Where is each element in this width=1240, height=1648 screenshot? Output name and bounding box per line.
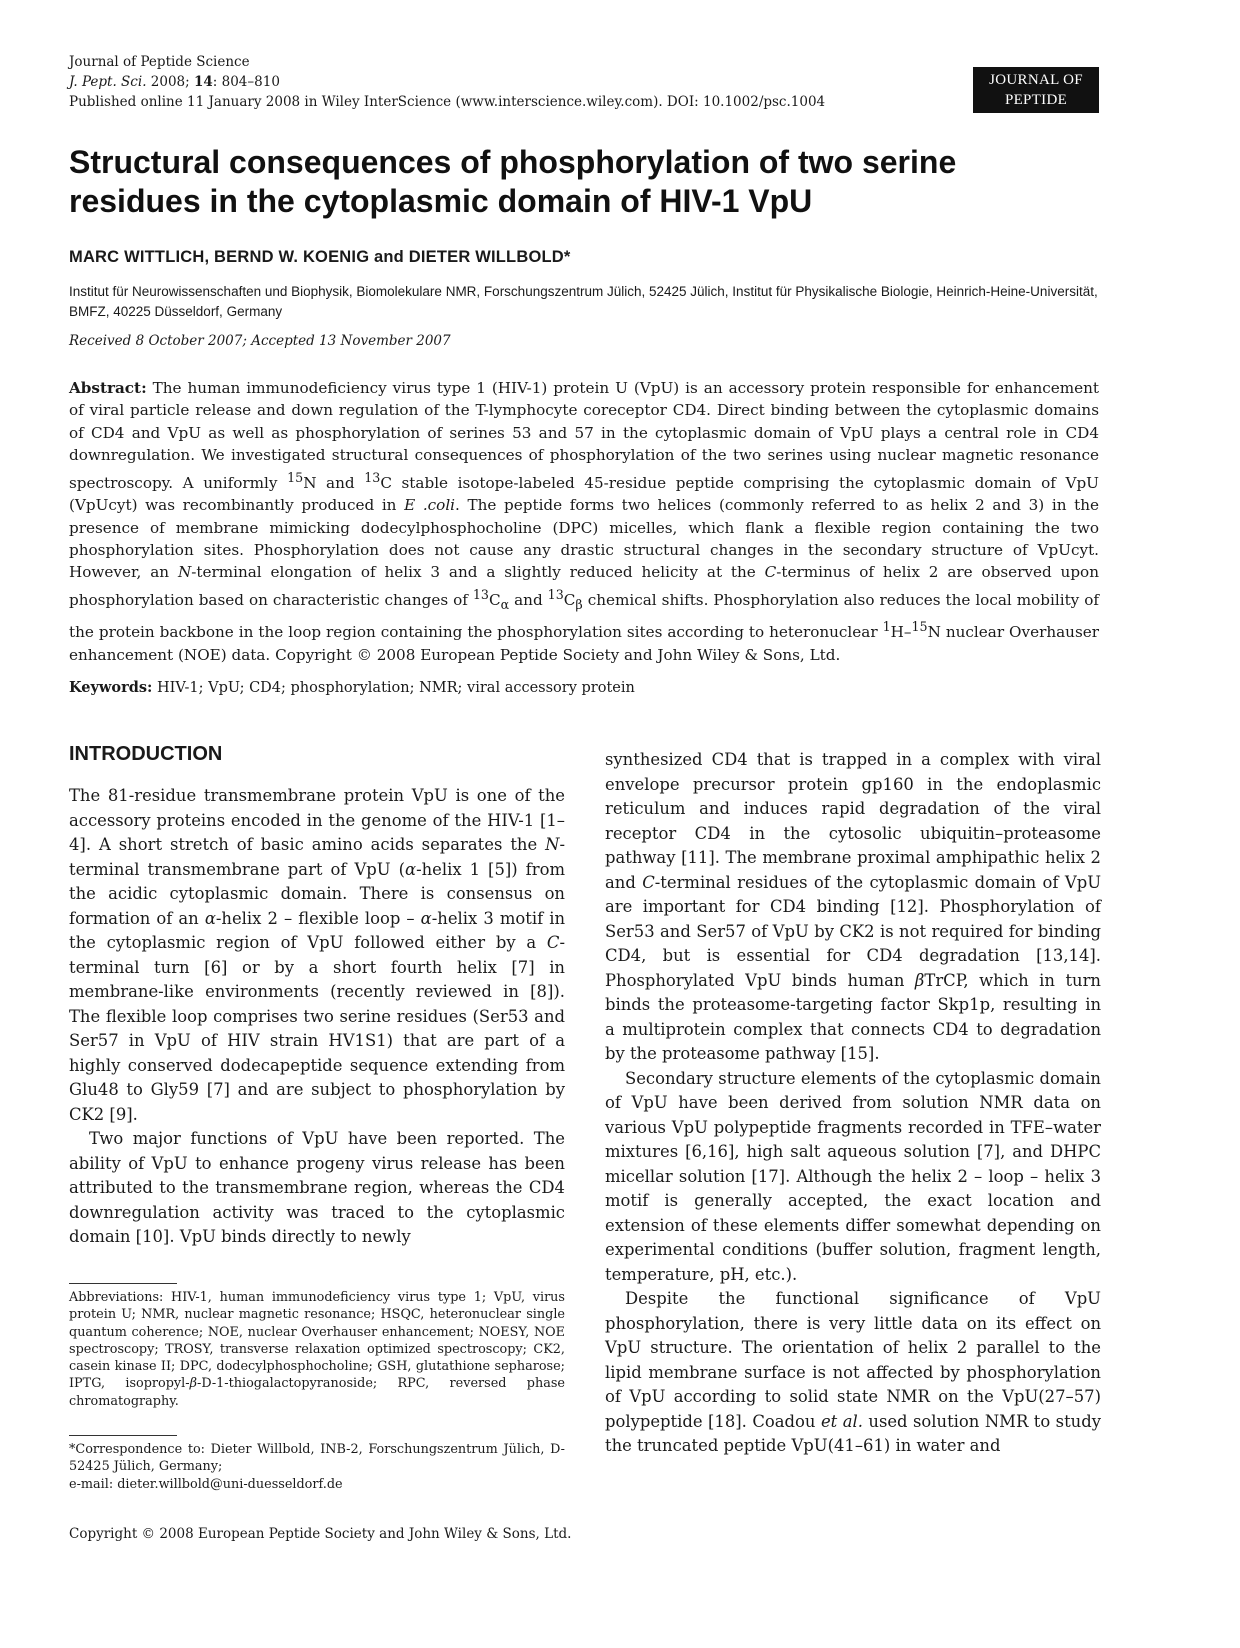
citation: [69, 72, 949, 92]
superscript: 13: [472, 586, 489, 602]
superscript: 13: [547, 586, 564, 602]
intro-paragraph-5: [605, 1287, 1101, 1459]
abbreviations-footnote: [69, 1289, 565, 1410]
logo-line-2: PEPTIDE SCIENCE: [1003, 92, 1069, 128]
correspondence-footnote: [69, 1441, 565, 1493]
footnote-divider: [69, 1283, 177, 1284]
citation-volume: 14: [193, 74, 213, 90]
subscript: β: [575, 596, 583, 612]
abstract-text: C: [488, 590, 501, 609]
publication-info: Published online 11 January 2008 in Wiley InterScience (www.interscience.wiley.com). DOI: 10.1002/psc.1004: [69, 94, 826, 110]
body-text: TrCP, which in turn binds the proteasome-targeting factor Skp1p, resulting in a multiprotein complex that connects CD4 to degradation by the proteasome pathway [15].: [605, 970, 1101, 1063]
body-text: -terminal residues of the cytoplasmic domain of VpU are important for CD4 binding [12]. Phosphorylation of Ser53 and Ser57 of VpU by CK2 is not required for binding CD4, but is essential for CD4 degradation [13,14]. Phosphorylated VpU binds human: [605, 872, 1102, 990]
italic-term: N: [177, 563, 192, 582]
correspondence-email: e-mail: dieter.willbold@uni-duesseldorf.de: [69, 1476, 343, 1492]
received-accepted-dates: Received 8 October 2007; Accepted 13 November 2007: [69, 333, 451, 349]
page-footer-copyright: Copyright © 2008 European Peptide Society and John Wiley & Sons, Ltd.: [69, 1526, 572, 1542]
journal-logo: [973, 67, 1099, 128]
abstract-text: and: [509, 590, 548, 609]
journal-name: Journal of Peptide Science: [69, 54, 250, 70]
footnote-text: -D-: [197, 1376, 217, 1392]
footnote-divider: [69, 1435, 177, 1436]
subscript: α: [500, 596, 510, 612]
author-list: MARC WITTLICH, BERND W. KOENIG and DIETER WILLBOLD*: [69, 248, 571, 266]
superscript: 13: [364, 469, 381, 485]
left-column: [69, 742, 565, 1250]
body-text: -helix 1 [5]) from the acidic cytoplasmic domain. There is consensus on formation of an: [69, 859, 565, 928]
intro-paragraph-1: [69, 784, 565, 1127]
abstract-text: C stable isotope-labeled 45-residue peptide comprising the cytoplasmic domain of VpU (VpUcyt) was recombinantly produced in: [69, 473, 1099, 515]
body-text: -terminal turn [6] or by a short fourth helix [7] in membrane-like environments (recently reviewed in [8]). The flexible loop comprises two serine residues (Ser53 and Ser57 in VpU of HIV strain HV1S1) that are part of a highly conserved dodecapeptide sequence extending from Glu48 to Gly59 [7] and are subject to phosphorylation by CK2 [9].: [69, 933, 565, 1124]
abstract-text: chemical shifts. Phosphorylation also reduces the local mobility of the protein backbone in the loop region containing the phosphorylation sites according to heteronuclear: [69, 590, 1100, 642]
abstract-text: C: [563, 590, 576, 609]
footnote-text: 1-thiogalactopyranoside; RPC, reversed phase chromatography.: [69, 1376, 565, 1409]
greek-symbol: α: [204, 908, 216, 928]
body-text: -helix 3 motif in the cytoplasmic region of VpU followed either by a: [69, 908, 566, 952]
body-text: used solution NMR to study the truncated peptide VpU(41–61) in water and: [605, 1411, 1101, 1455]
journal-header: [69, 52, 949, 112]
greek-symbol: β: [914, 970, 925, 990]
logo-line-1: JOURNAL OF: [989, 72, 1083, 88]
italic-term: et al.: [820, 1411, 863, 1431]
correspondence-address: *Correspondence to: Dieter Willbold, INB-2, Forschungszentrum Jülich, D-52425 Jülich, Germany;: [69, 1442, 565, 1475]
greek-symbol: β: [189, 1376, 197, 1392]
abstract-text: The human immunodeficiency virus type 1 (HIV-1) protein U (VpU) is an accessory protein responsible for enhancement of viral particle release and down regulation of the T-lymphocyte coreceptor CD4. Direct binding between the cytoplasmic domains of CD4 and VpU as well as phosphorylation of serines 53 and 57 in the cytoplasmic domain of VpU plays a central role in CD4 downregulation. We investigated structural consequences of phosphorylation of the two serines using nuclear magnetic resonance spectroscopy. A uniformly: [69, 379, 1099, 492]
superscript: 15: [287, 469, 304, 485]
intro-paragraph-2: Two major functions of VpU have been reported. The ability of VpU to enhance progeny virus release has been attributed to the transmembrane region, whereas the CD4 downregulation activity was traced to the cytoplasmic domain [10]. VpU binds directly to newly: [69, 1129, 565, 1246]
affiliation: Institut für Neurowissenschaften und Biophysik, Biomolekulare NMR, Forschungszentrum Jülich, 52425 Jülich, Institut für Physikalische Biologie, Heinrich-Heine-Universität, BMFZ, 40225 Düsseldorf, Germany: [69, 284, 1098, 319]
body-text: synthesized CD4 that is trapped in a complex with viral envelope precursor protein gp160 in the endoplasmic reticulum and induces rapid degradation of the viral receptor CD4 in the cytosolic ubiquitin–proteasome pathway [11]. The membrane proximal amphipathic helix 2 and: [605, 750, 1101, 892]
italic-term: C: [546, 933, 560, 952]
body-text: -helix 2 – flexible loop –: [215, 908, 421, 928]
title-line-2: residues in the cytoplasmic domain of HIV-1 VpU: [69, 183, 813, 219]
article-title: [69, 143, 1069, 221]
abstract: [69, 377, 1099, 666]
italic-term: N: [545, 835, 560, 854]
abstract-text: N and: [303, 473, 365, 492]
abstract-text: N nuclear Overhauser enhancement (NOE) data. Copyright © 2008 European Peptide Society and John Wiley & Sons, Ltd.: [69, 623, 1099, 664]
greek-symbol: α: [405, 859, 417, 879]
abstract-text: -terminus of helix 2 are observed upon phosphorylation based on characteristic changes of: [69, 563, 1099, 609]
abstract-text: -terminal elongation of helix 3 and a slightly reduced helicity at the: [191, 563, 765, 582]
superscript: 15: [911, 619, 928, 635]
species-name: E .coli: [404, 496, 456, 515]
italic-term: C: [764, 563, 777, 582]
citation-pages: : 804–810: [212, 74, 280, 90]
body-text: Despite the functional significance of VpU phosphorylation, there is very little data on its effect on VpU structure. The orientation of helix 2 parallel to the lipid membrane surface is not affected by phosphorylation of VpU according to solid state NMR on the VpU(27–57) polypeptide [18]. Coadou: [605, 1289, 1101, 1431]
keywords-label: Keywords:: [69, 679, 153, 696]
intro-paragraph-4: Secondary structure elements of the cytoplasmic domain of VpU have been derived from solution NMR data on various VpU polypeptide fragments recorded in TFE–water mixtures [6,16], high salt aqueous solution [7], and DHPC micellar solution [17]. Although the helix 2 – loop – helix 3 motif is generally accepted, the exact location and extension of these elements differ somewhat depending on experimental conditions (buffer solution, fragment length, temperature, pH, etc.).: [605, 1068, 1101, 1284]
citation-journal-abbrev: J. Pept. Sci.: [69, 74, 147, 90]
keywords: [69, 679, 635, 696]
abstract-text: . The peptide forms two helices (commonly referred to as helix 2 and 3) in the presence of membrane mimicking dodecylphosphocholine (DPC) micelles, which flank a flexible region containing the two phosphorylation sites. Phosphorylation does not cause any drastic structural changes in the secondary structure of VpUcyt. However, an: [69, 496, 1099, 582]
abstract-label: Abstract:: [69, 379, 147, 397]
intro-paragraph-3: [605, 748, 1101, 1067]
body-text: -terminal transmembrane part of VpU (: [69, 835, 565, 879]
section-heading-introduction: INTRODUCTION: [69, 743, 223, 765]
footnote-text: Abbreviations: HIV-1, human immunodeficiency virus type 1; VpU, virus protein U; NMR, nuclear magnetic resonance; HSQC, heteronuclear single quantum coherence; NOE, nuclear Overhauser enhancement; NOESY, NOE spectroscopy; TROSY, transverse relaxation optimized spectroscopy; CK2, casein kinase II; DPC, dodecylphosphocholine; GSH, glutathione sepharose; IPTG, isopropyl-: [69, 1290, 565, 1392]
keywords-text: HIV-1; VpU; CD4; phosphorylation; NMR; viral accessory protein: [152, 680, 635, 696]
italic-term: C: [642, 872, 655, 892]
greek-symbol: α: [420, 908, 432, 928]
right-column: [605, 748, 1101, 1459]
body-text: The 81-residue transmembrane protein VpU is one of the accessory proteins encoded in the genome of the HIV-1 [1–4]. A short stretch of basic amino acids separates the: [69, 786, 565, 854]
title-line-1: Structural consequences of phosphorylation of two serine: [69, 144, 957, 180]
citation-year: 2008;: [146, 74, 194, 90]
superscript: 1: [882, 619, 891, 635]
abstract-text: H–: [890, 623, 912, 642]
